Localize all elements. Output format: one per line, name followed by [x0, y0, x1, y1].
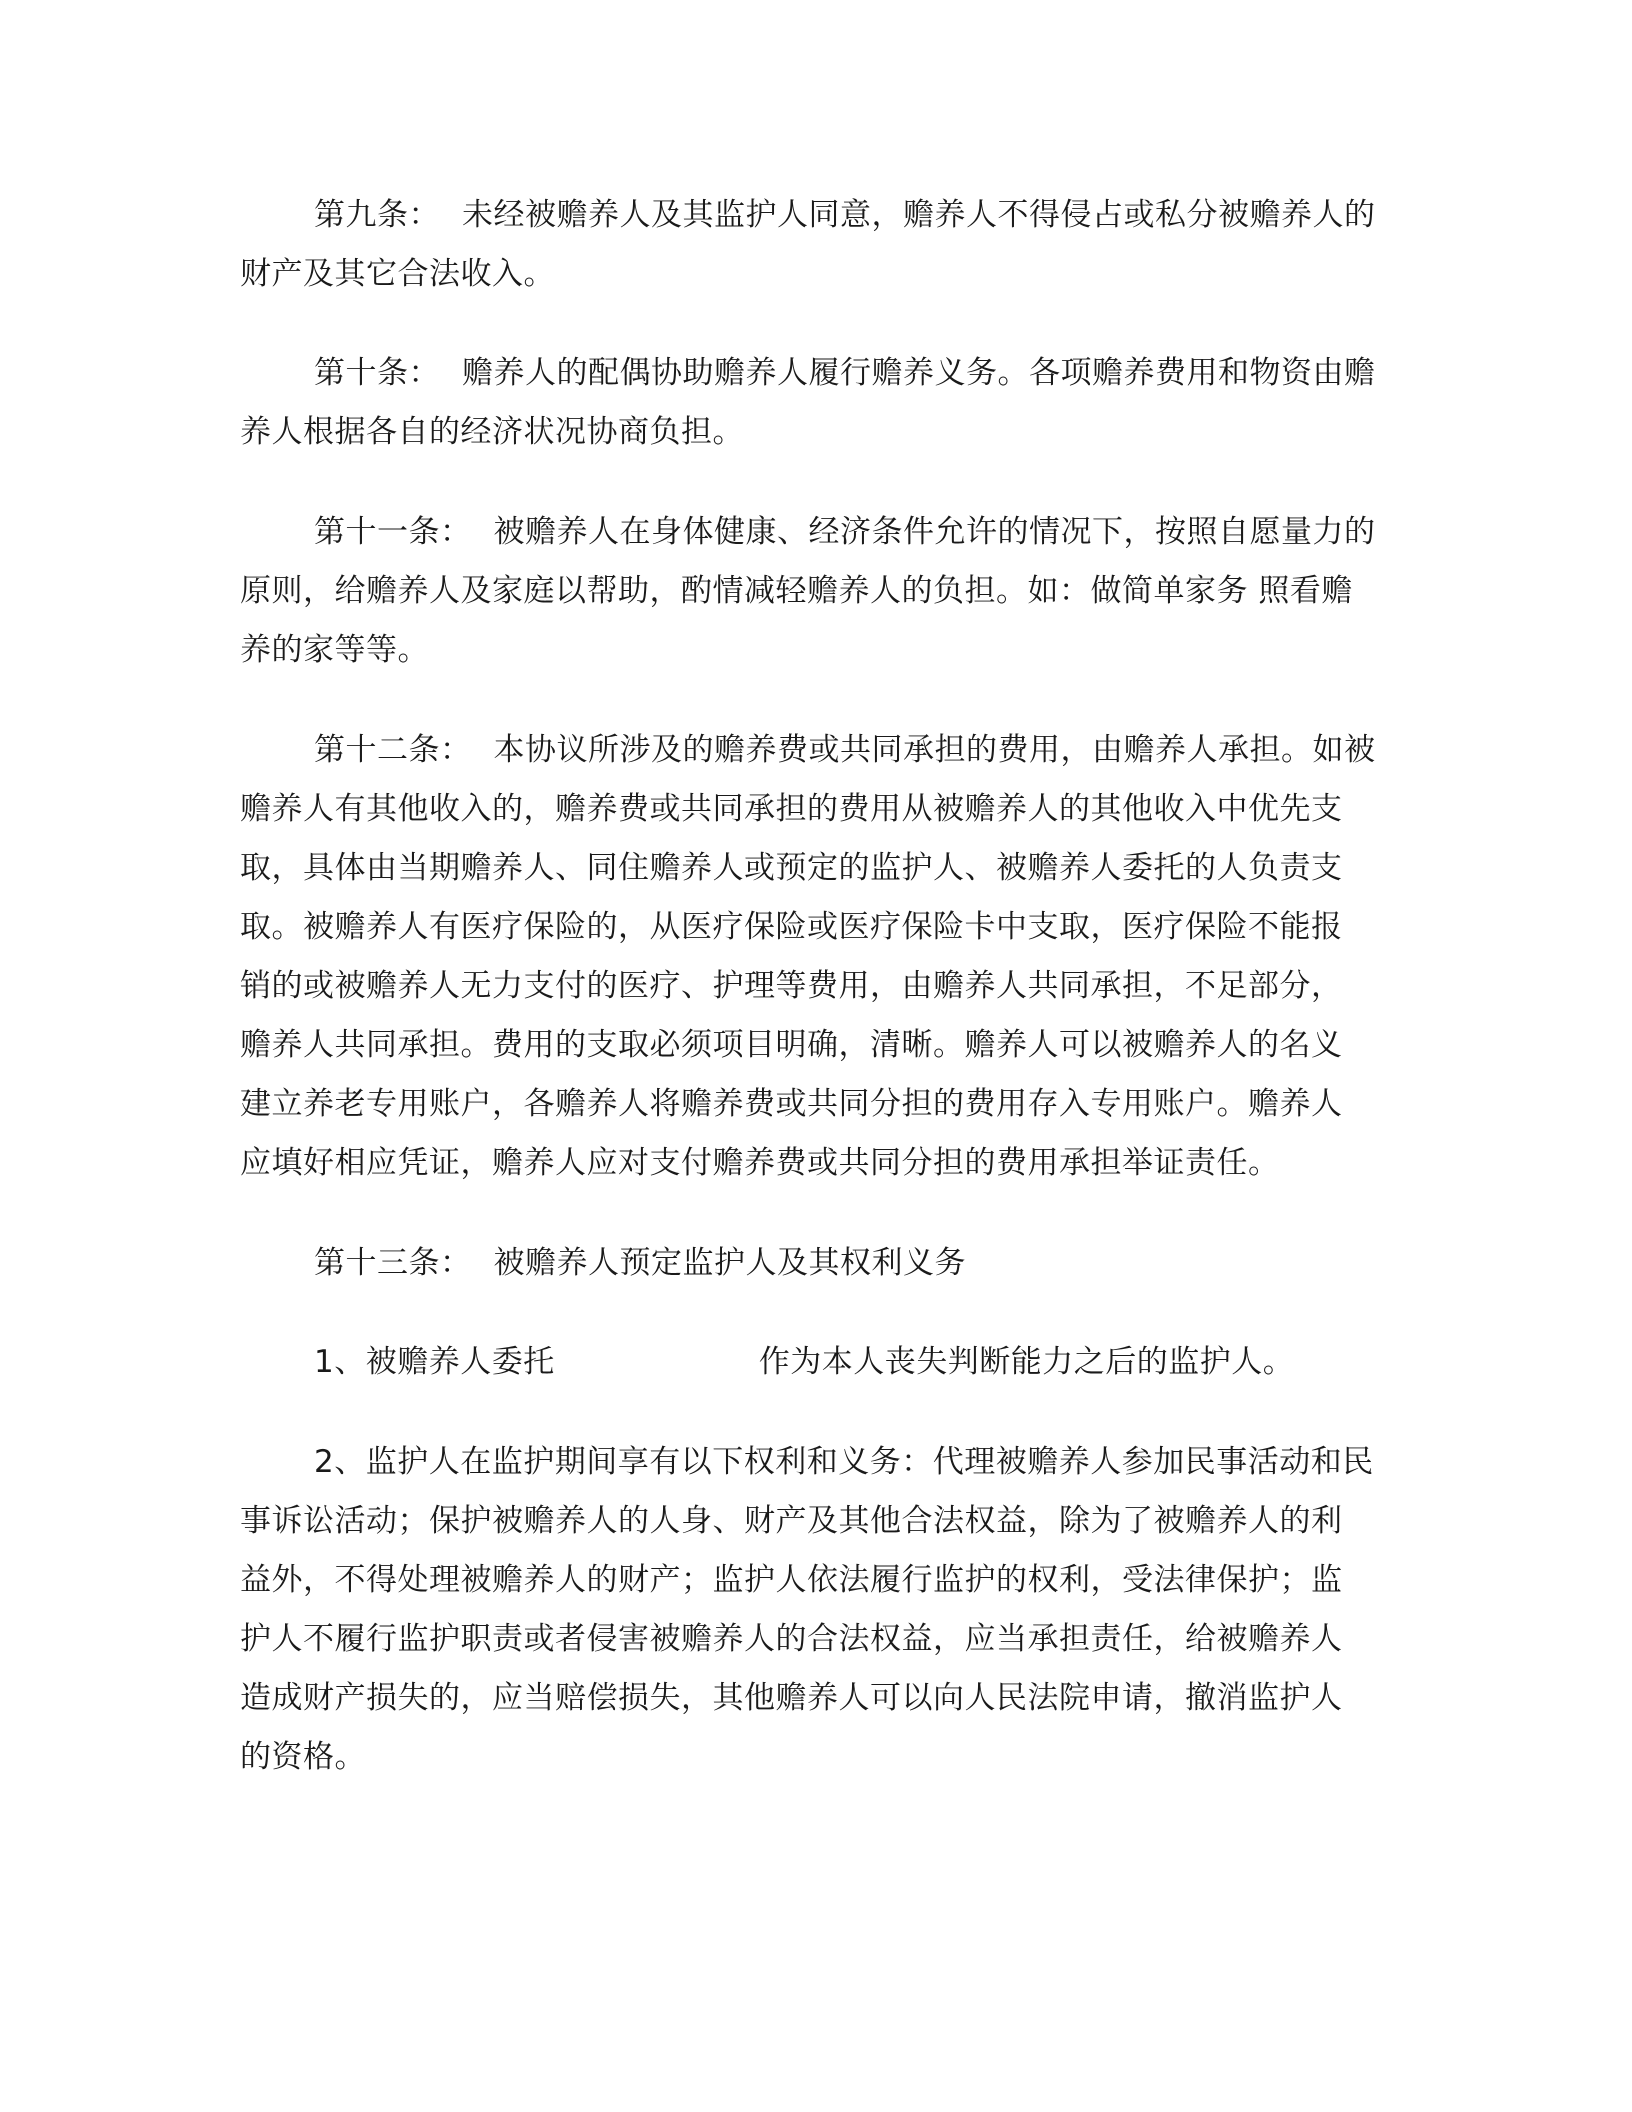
item-1-before-text: 1、被赡养人委托	[314, 1344, 555, 1380]
article-11-line-1	[314, 512, 1376, 552]
article-13-item-2-line-1: 2、监护人在监护期间享有以下权利和义务：代理被赡养人参加民事活动和民	[314, 1444, 1374, 1480]
article-10-line-2: 养人根据各自的经济状况协商负担。	[240, 414, 744, 450]
article-13-item-1	[314, 1342, 1294, 1382]
article-9-line-2: 财产及其它合法收入。	[240, 256, 555, 292]
article-13-title: 被赡养人预定监护人及其权利义务	[493, 1245, 966, 1281]
article-10-line-1	[314, 353, 1376, 393]
article-12-line-6: 赡养人共同承担。费用的支取必须项目明确，清晰。赡养人可以被赡养人的名义	[240, 1027, 1343, 1063]
article-9-line-1	[314, 195, 1376, 235]
article-9-text: 未经被赡养人及其监护人同意，赡养人不得侵占或私分被赡养人的	[462, 197, 1376, 233]
article-11-heading: 第十一条：	[314, 514, 472, 550]
article-13-item-2-line-5: 造成财产损失的，应当赔偿损失，其他赡养人可以向人民法院申请，撤消监护人	[240, 1680, 1343, 1716]
article-12-line-1	[314, 730, 1376, 770]
article-11-line-3: 养的家等等。	[240, 632, 429, 668]
article-11-text: 被赡养人在身体健康、经济条件允许的情况下，按照自愿量力的	[493, 514, 1376, 550]
article-10-text: 赡养人的配偶协助赡养人履行赡养义务。各项赡养费用和物资由赡	[462, 355, 1376, 391]
article-10-heading: 第十条：	[314, 355, 440, 391]
article-13-item-2-line-3: 益外，不得处理被赡养人的财产；监护人依法履行监护的权利，受法律保护；监	[240, 1562, 1343, 1598]
article-13-item-2-line-6: 的资格。	[240, 1739, 366, 1775]
article-12-line-3: 取，具体由当期赡养人、同住赡养人或预定的监护人、被赡养人委托的人负责支	[240, 850, 1343, 886]
article-9-heading: 第九条：	[314, 197, 440, 233]
article-12-line-4: 取。被赡养人有医疗保险的，从医疗保险或医疗保险卡中支取，医疗保险不能报	[240, 909, 1343, 945]
article-12-line-5: 销的或被赡养人无力支付的医疗、护理等费用，由赡养人共同承担，不足部分，	[240, 968, 1343, 1004]
article-12-line-7: 建立养老专用账户，各赡养人将赡养费或共同分担的费用存入专用账户。赡养人	[240, 1086, 1343, 1122]
article-13-item-2-line-4: 护人不履行监护职责或者侵害被赡养人的合法权益，应当承担责任，给被赡养人	[240, 1621, 1343, 1657]
article-13-heading: 第十三条：	[314, 1245, 472, 1281]
item-1-after-text: 作为本人丧失判断能力之后的监护人。	[758, 1344, 1295, 1380]
article-11-line-2: 原则，给赡养人及家庭以帮助，酌情减轻赡养人的负担。如：做简单家务 照看赡	[240, 573, 1353, 609]
article-12-heading: 第十二条：	[314, 732, 472, 768]
article-13-line-1	[314, 1243, 966, 1283]
article-12-text: 本协议所涉及的赡养费或共同承担的费用，由赡养人承担。如被	[493, 732, 1376, 768]
article-13-item-2-line-2: 事诉讼活动；保护被赡养人的人身、财产及其他合法权益，除为了被赡养人的利	[240, 1503, 1343, 1539]
article-12-line-8: 应填好相应凭证，赡养人应对支付赡养费或共同分担的费用承担举证责任。	[240, 1145, 1280, 1181]
article-12-line-2: 赡养人有其他收入的，赡养费或共同承担的费用从被赡养人的其他收入中优先支	[240, 791, 1343, 827]
